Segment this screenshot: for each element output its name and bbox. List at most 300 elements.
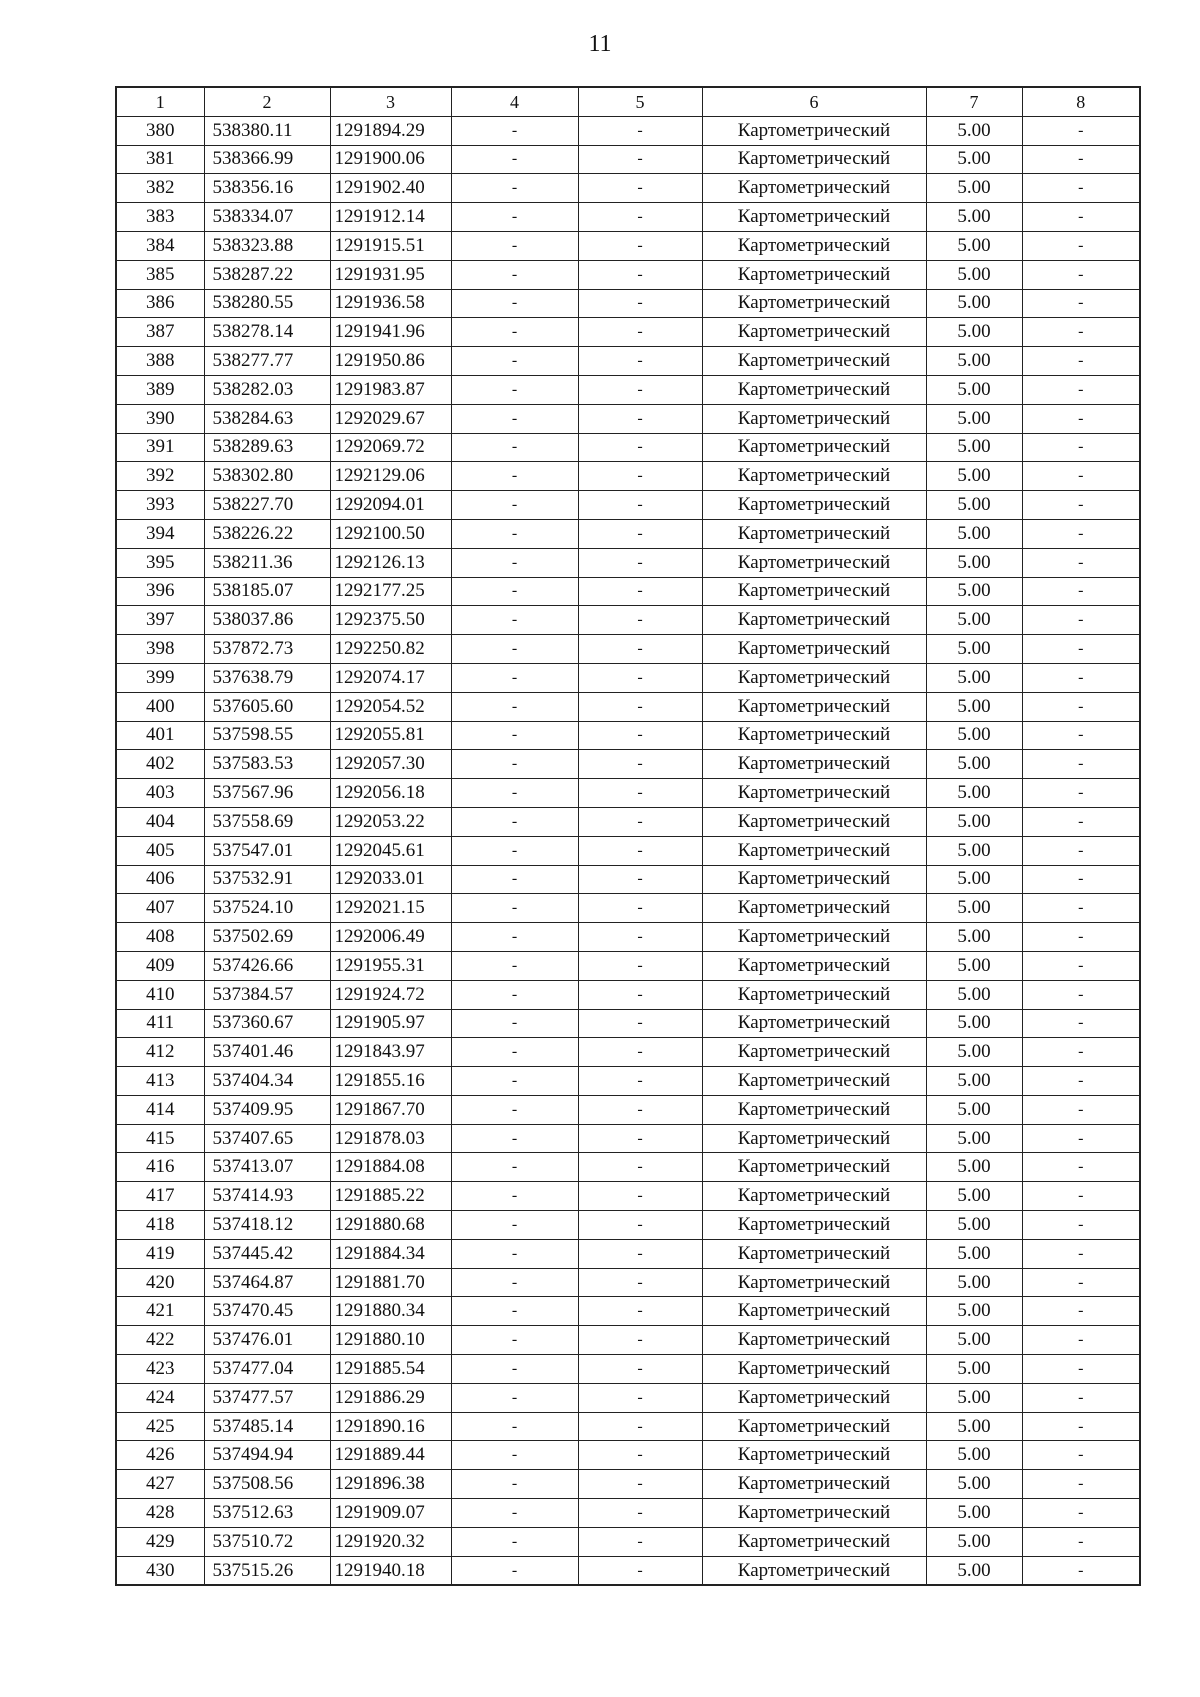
accuracy-cell: 5.00 [926,318,1022,347]
column-5-cell: - [578,519,702,548]
column-8-cell: - [1022,1412,1140,1441]
method-cell: Картометрический [702,462,926,491]
column-4-cell: - [451,1383,578,1412]
y-coordinate-cell: 1291900.06 [330,145,451,174]
x-coordinate-cell: 538323.88 [204,231,330,260]
column-5-cell: - [578,116,702,145]
point-number-cell: 423 [116,1355,204,1384]
point-number-cell: 402 [116,750,204,779]
column-5-cell: - [578,1326,702,1355]
method-cell: Картометрический [702,260,926,289]
column-8-cell: - [1022,318,1140,347]
method-cell: Картометрический [702,836,926,865]
column-header: 6 [702,87,926,116]
point-number-cell: 405 [116,836,204,865]
column-5-cell: - [578,894,702,923]
method-cell: Картометрический [702,116,926,145]
y-coordinate-cell: 1292069.72 [330,433,451,462]
y-coordinate-cell: 1291915.51 [330,231,451,260]
x-coordinate-cell: 537598.55 [204,721,330,750]
accuracy-cell: 5.00 [926,635,1022,664]
column-4-cell: - [451,980,578,1009]
y-coordinate-cell: 1292100.50 [330,519,451,548]
accuracy-cell: 5.00 [926,1470,1022,1499]
y-coordinate-cell: 1291855.16 [330,1067,451,1096]
column-8-cell: - [1022,260,1140,289]
column-8-cell: - [1022,1182,1140,1211]
column-4-cell: - [451,692,578,721]
table-row [116,1470,1140,1499]
column-5-cell: - [578,1239,702,1268]
accuracy-cell: 5.00 [926,1499,1022,1528]
point-number-cell: 429 [116,1527,204,1556]
table-row [116,1211,1140,1240]
y-coordinate-cell: 1291920.32 [330,1527,451,1556]
table-row [116,951,1140,980]
x-coordinate-cell: 538280.55 [204,289,330,318]
method-cell: Картометрический [702,1556,926,1585]
column-4-cell: - [451,923,578,952]
point-number-cell: 426 [116,1441,204,1470]
table-row [116,750,1140,779]
method-cell: Картометрический [702,433,926,462]
method-cell: Картометрический [702,1038,926,1067]
accuracy-cell: 5.00 [926,1441,1022,1470]
method-cell: Картометрический [702,1124,926,1153]
column-8-cell: - [1022,203,1140,232]
column-8-cell: - [1022,894,1140,923]
column-5-cell: - [578,692,702,721]
x-coordinate-cell: 538289.63 [204,433,330,462]
accuracy-cell: 5.00 [926,663,1022,692]
x-coordinate-cell: 537401.46 [204,1038,330,1067]
point-number-cell: 430 [116,1556,204,1585]
x-coordinate-cell: 537477.57 [204,1383,330,1412]
point-number-cell: 397 [116,606,204,635]
column-header: 1 [116,87,204,116]
method-cell: Картометрический [702,203,926,232]
point-number-cell: 398 [116,635,204,664]
column-4-cell: - [451,491,578,520]
point-number-cell: 393 [116,491,204,520]
x-coordinate-cell: 538226.22 [204,519,330,548]
accuracy-cell: 5.00 [926,347,1022,376]
x-coordinate-cell: 537512.63 [204,1499,330,1528]
y-coordinate-cell: 1291941.96 [330,318,451,347]
method-cell: Картометрический [702,1067,926,1096]
column-5-cell: - [578,174,702,203]
point-number-cell: 392 [116,462,204,491]
column-5-cell: - [578,1153,702,1182]
column-4-cell: - [451,289,578,318]
method-cell: Картометрический [702,231,926,260]
column-4-cell: - [451,404,578,433]
x-coordinate-cell: 537409.95 [204,1095,330,1124]
x-coordinate-cell: 537515.26 [204,1556,330,1585]
y-coordinate-cell: 1291896.38 [330,1470,451,1499]
y-coordinate-cell: 1291880.68 [330,1211,451,1240]
accuracy-cell: 5.00 [926,779,1022,808]
accuracy-cell: 5.00 [926,404,1022,433]
column-4-cell: - [451,577,578,606]
column-4-cell: - [451,1441,578,1470]
column-5-cell: - [578,1412,702,1441]
column-8-cell: - [1022,1153,1140,1182]
accuracy-cell: 5.00 [926,1297,1022,1326]
accuracy-cell: 5.00 [926,1527,1022,1556]
column-5-cell: - [578,1211,702,1240]
x-coordinate-cell: 537418.12 [204,1211,330,1240]
y-coordinate-cell: 1291902.40 [330,174,451,203]
y-coordinate-cell: 1291886.29 [330,1383,451,1412]
column-4-cell: - [451,1268,578,1297]
table-row [116,1153,1140,1182]
column-4-cell: - [451,1412,578,1441]
column-8-cell: - [1022,923,1140,952]
method-cell: Картометрический [702,923,926,952]
accuracy-cell: 5.00 [926,491,1022,520]
table-row [116,1297,1140,1326]
column-5-cell: - [578,1297,702,1326]
point-number-cell: 395 [116,548,204,577]
column-5-cell: - [578,1067,702,1096]
column-8-cell: - [1022,1297,1140,1326]
method-cell: Картометрический [702,721,926,750]
x-coordinate-cell: 537476.01 [204,1326,330,1355]
column-4-cell: - [451,663,578,692]
x-coordinate-cell: 538227.70 [204,491,330,520]
method-cell: Картометрический [702,1355,926,1384]
x-coordinate-cell: 538380.11 [204,116,330,145]
column-4-cell: - [451,865,578,894]
accuracy-cell: 5.00 [926,289,1022,318]
x-coordinate-cell: 538282.03 [204,375,330,404]
method-cell: Картометрический [702,779,926,808]
column-header: 7 [926,87,1022,116]
column-5-cell: - [578,491,702,520]
y-coordinate-cell: 1291905.97 [330,1009,451,1038]
column-4-cell: - [451,347,578,376]
column-5-cell: - [578,1441,702,1470]
point-number-cell: 386 [116,289,204,318]
accuracy-cell: 5.00 [926,1355,1022,1384]
y-coordinate-cell: 1291885.22 [330,1182,451,1211]
column-5-cell: - [578,635,702,664]
y-coordinate-cell: 1292029.67 [330,404,451,433]
column-5-cell: - [578,260,702,289]
y-coordinate-cell: 1291884.08 [330,1153,451,1182]
column-4-cell: - [451,779,578,808]
point-number-cell: 396 [116,577,204,606]
x-coordinate-cell: 537477.04 [204,1355,330,1384]
point-number-cell: 412 [116,1038,204,1067]
column-8-cell: - [1022,433,1140,462]
method-cell: Картометрический [702,1499,926,1528]
column-5-cell: - [578,375,702,404]
point-number-cell: 383 [116,203,204,232]
table-row [116,519,1140,548]
method-cell: Картометрический [702,1182,926,1211]
x-coordinate-cell: 538278.14 [204,318,330,347]
x-coordinate-cell: 537558.69 [204,807,330,836]
column-8-cell: - [1022,1124,1140,1153]
column-4-cell: - [451,318,578,347]
column-5-cell: - [578,404,702,433]
table-header-row [116,87,1140,116]
column-5-cell: - [578,1355,702,1384]
column-8-cell: - [1022,548,1140,577]
column-4-cell: - [451,231,578,260]
table-row [116,1326,1140,1355]
x-coordinate-cell: 537384.57 [204,980,330,1009]
column-header: 4 [451,87,578,116]
table-row [116,865,1140,894]
point-number-cell: 382 [116,174,204,203]
method-cell: Картометрический [702,145,926,174]
table-row [116,836,1140,865]
method-cell: Картометрический [702,347,926,376]
table-row [116,1441,1140,1470]
point-number-cell: 416 [116,1153,204,1182]
x-coordinate-cell: 538356.16 [204,174,330,203]
column-8-cell: - [1022,836,1140,865]
accuracy-cell: 5.00 [926,174,1022,203]
x-coordinate-cell: 538366.99 [204,145,330,174]
column-8-cell: - [1022,1009,1140,1038]
point-number-cell: 420 [116,1268,204,1297]
point-number-cell: 421 [116,1297,204,1326]
point-number-cell: 424 [116,1383,204,1412]
y-coordinate-cell: 1291884.34 [330,1239,451,1268]
page-number: 11 [588,31,612,57]
column-5-cell: - [578,577,702,606]
column-4-cell: - [451,750,578,779]
column-8-cell: - [1022,692,1140,721]
column-8-cell: - [1022,779,1140,808]
method-cell: Картометрический [702,318,926,347]
y-coordinate-cell: 1292054.52 [330,692,451,721]
point-number-cell: 414 [116,1095,204,1124]
y-coordinate-cell: 1291940.18 [330,1556,451,1585]
method-cell: Картометрический [702,1383,926,1412]
accuracy-cell: 5.00 [926,894,1022,923]
table-row [116,174,1140,203]
point-number-cell: 399 [116,663,204,692]
x-coordinate-cell: 537583.53 [204,750,330,779]
column-8-cell: - [1022,1556,1140,1585]
x-coordinate-cell: 537547.01 [204,836,330,865]
method-cell: Картометрический [702,1326,926,1355]
method-cell: Картометрический [702,1239,926,1268]
accuracy-cell: 5.00 [926,1268,1022,1297]
column-8-cell: - [1022,951,1140,980]
column-5-cell: - [578,231,702,260]
table-row [116,1412,1140,1441]
column-8-cell: - [1022,1067,1140,1096]
table-row [116,404,1140,433]
y-coordinate-cell: 1291912.14 [330,203,451,232]
column-5-cell: - [578,980,702,1009]
point-number-cell: 403 [116,779,204,808]
point-number-cell: 384 [116,231,204,260]
column-5-cell: - [578,721,702,750]
method-cell: Картометрический [702,606,926,635]
accuracy-cell: 5.00 [926,923,1022,952]
y-coordinate-cell: 1291924.72 [330,980,451,1009]
table-row [116,1009,1140,1038]
point-number-cell: 394 [116,519,204,548]
column-5-cell: - [578,923,702,952]
column-header: 5 [578,87,702,116]
column-4-cell: - [451,1095,578,1124]
column-8-cell: - [1022,116,1140,145]
y-coordinate-cell: 1291885.54 [330,1355,451,1384]
column-4-cell: - [451,951,578,980]
point-number-cell: 410 [116,980,204,1009]
point-number-cell: 422 [116,1326,204,1355]
y-coordinate-cell: 1292250.82 [330,635,451,664]
accuracy-cell: 5.00 [926,692,1022,721]
method-cell: Картометрический [702,865,926,894]
x-coordinate-cell: 537508.56 [204,1470,330,1499]
column-5-cell: - [578,807,702,836]
y-coordinate-cell: 1292056.18 [330,779,451,808]
table-row [116,1124,1140,1153]
column-8-cell: - [1022,231,1140,260]
method-cell: Картометрический [702,519,926,548]
point-number-cell: 390 [116,404,204,433]
column-4-cell: - [451,116,578,145]
accuracy-cell: 5.00 [926,1009,1022,1038]
method-cell: Картометрический [702,692,926,721]
table-row [116,606,1140,635]
table-row [116,1038,1140,1067]
point-number-cell: 427 [116,1470,204,1499]
x-coordinate-cell: 537404.34 [204,1067,330,1096]
method-cell: Картометрический [702,1412,926,1441]
method-cell: Картометрический [702,1470,926,1499]
point-number-cell: 409 [116,951,204,980]
accuracy-cell: 5.00 [926,1211,1022,1240]
y-coordinate-cell: 1291936.58 [330,289,451,318]
column-5-cell: - [578,433,702,462]
column-5-cell: - [578,750,702,779]
column-8-cell: - [1022,807,1140,836]
x-coordinate-cell: 538211.36 [204,548,330,577]
column-8-cell: - [1022,404,1140,433]
column-4-cell: - [451,1124,578,1153]
column-8-cell: - [1022,375,1140,404]
method-cell: Картометрический [702,289,926,318]
table-row [116,548,1140,577]
x-coordinate-cell: 538334.07 [204,203,330,232]
table-body [116,116,1140,1585]
table-row [116,1383,1140,1412]
x-coordinate-cell: 537470.45 [204,1297,330,1326]
table-row [116,1355,1140,1384]
table-row [116,1556,1140,1585]
point-number-cell: 391 [116,433,204,462]
y-coordinate-cell: 1291955.31 [330,951,451,980]
point-number-cell: 428 [116,1499,204,1528]
column-4-cell: - [451,721,578,750]
column-8-cell: - [1022,1470,1140,1499]
table-row [116,721,1140,750]
table-row [116,260,1140,289]
column-5-cell: - [578,347,702,376]
column-8-cell: - [1022,635,1140,664]
accuracy-cell: 5.00 [926,836,1022,865]
point-number-cell: 425 [116,1412,204,1441]
column-4-cell: - [451,433,578,462]
table-row [116,692,1140,721]
column-8-cell: - [1022,1441,1140,1470]
table-row [116,462,1140,491]
column-4-cell: - [451,260,578,289]
x-coordinate-cell: 537502.69 [204,923,330,952]
y-coordinate-cell: 1291878.03 [330,1124,451,1153]
accuracy-cell: 5.00 [926,1412,1022,1441]
point-number-cell: 388 [116,347,204,376]
x-coordinate-cell: 537638.79 [204,663,330,692]
accuracy-cell: 5.00 [926,1038,1022,1067]
point-number-cell: 413 [116,1067,204,1096]
column-4-cell: - [451,836,578,865]
column-8-cell: - [1022,1095,1140,1124]
accuracy-cell: 5.00 [926,203,1022,232]
y-coordinate-cell: 1291950.86 [330,347,451,376]
x-coordinate-cell: 538277.77 [204,347,330,376]
column-5-cell: - [578,1268,702,1297]
x-coordinate-cell: 537407.65 [204,1124,330,1153]
point-number-cell: 407 [116,894,204,923]
column-8-cell: - [1022,1211,1140,1240]
x-coordinate-cell: 537414.93 [204,1182,330,1211]
column-4-cell: - [451,807,578,836]
x-coordinate-cell: 537494.94 [204,1441,330,1470]
table-row [116,635,1140,664]
x-coordinate-cell: 537532.91 [204,865,330,894]
accuracy-cell: 5.00 [926,1556,1022,1585]
x-coordinate-cell: 537567.96 [204,779,330,808]
point-number-cell: 418 [116,1211,204,1240]
table-row [116,375,1140,404]
column-4-cell: - [451,548,578,577]
column-5-cell: - [578,951,702,980]
point-number-cell: 381 [116,145,204,174]
accuracy-cell: 5.00 [926,865,1022,894]
table-row [116,1268,1140,1297]
column-8-cell: - [1022,663,1140,692]
point-number-cell: 389 [116,375,204,404]
x-coordinate-cell: 537445.42 [204,1239,330,1268]
accuracy-cell: 5.00 [926,260,1022,289]
column-5-cell: - [578,462,702,491]
point-number-cell: 404 [116,807,204,836]
column-4-cell: - [451,375,578,404]
table-row [116,347,1140,376]
column-8-cell: - [1022,1383,1140,1412]
accuracy-cell: 5.00 [926,1383,1022,1412]
x-coordinate-cell: 537464.87 [204,1268,330,1297]
table-row [116,231,1140,260]
table-row [116,318,1140,347]
column-4-cell: - [451,1355,578,1384]
point-number-cell: 406 [116,865,204,894]
column-8-cell: - [1022,491,1140,520]
method-cell: Картометрический [702,663,926,692]
y-coordinate-cell: 1292094.01 [330,491,451,520]
